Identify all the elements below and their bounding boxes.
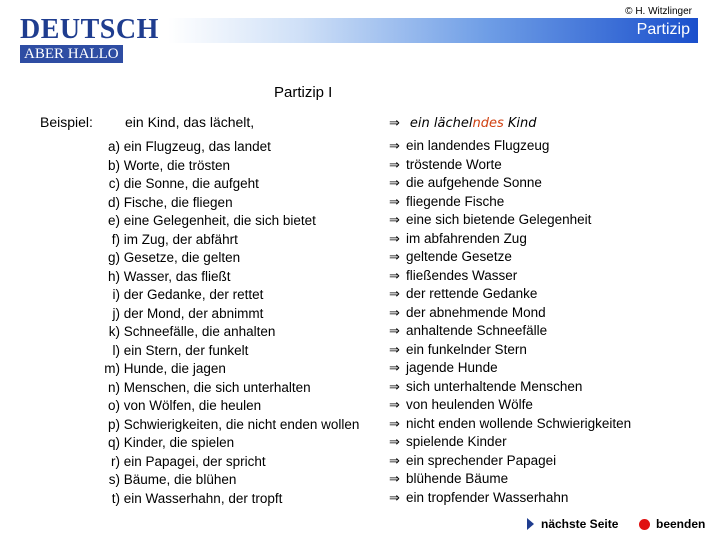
exercise-letter: b) [107, 157, 120, 173]
solution-item [389, 359, 709, 378]
exercise-letter: s) [108, 472, 120, 487]
solution-text: die aufgehende Sonne [406, 175, 542, 190]
solution-text: tröstende Worte [406, 156, 502, 172]
example-result-prefix: ein [409, 116, 434, 131]
exercise-text: Schneefälle, die anhalten [123, 324, 276, 339]
exercise-item [100, 212, 380, 231]
solution-text: nicht enden wollende Schwierigkeiten [406, 415, 632, 431]
exercise-letter: t) [111, 490, 120, 506]
exercise-text: Wasser, das fließt [123, 268, 231, 284]
implies-arrow-icon: ⇒ [389, 139, 400, 154]
solution-item [389, 285, 709, 304]
exercise-letter: n) [107, 379, 120, 395]
solution-item [389, 378, 709, 397]
exercise-text: Worte, die trösten [123, 157, 231, 173]
exercise-list [100, 138, 380, 508]
red-dot-icon [639, 519, 650, 530]
exercise-letter: o) [107, 398, 120, 413]
play-triangle-icon [527, 518, 534, 530]
solution-item [389, 304, 709, 323]
solution-item [389, 470, 709, 489]
exercise-text: die Sonne, die aufgeht [123, 176, 259, 191]
implies-arrow-icon: ⇒ [389, 490, 400, 506]
solution-item [389, 452, 709, 471]
exercise-letter: d) [107, 194, 120, 210]
implies-arrow-icon: ⇒ [389, 268, 400, 284]
example-result-adjective-ending: es [488, 116, 504, 131]
exercise-item [100, 157, 380, 176]
implies-arrow-icon: ⇒ [389, 324, 400, 339]
solution-text: eine sich bietende Gelegenheit [406, 212, 592, 227]
exercise-item [100, 342, 380, 361]
exercise-text: der Gedanke, der rettet [123, 287, 264, 302]
exercise-item [100, 194, 380, 213]
solution-item [389, 174, 709, 193]
exercise-item [100, 397, 380, 416]
solution-text: jagende Hunde [406, 360, 498, 375]
exercise-text: Hunde, die jagen [123, 361, 226, 376]
exercise-text: ein Papagei, der spricht [123, 453, 266, 469]
header-title: Partizip [636, 21, 690, 38]
implies-arrow-icon: ⇒ [389, 116, 400, 131]
solution-item [389, 211, 709, 230]
solution-text: ein sprechender Papagei [406, 452, 557, 468]
example-result-stem: lächel [433, 116, 473, 131]
implies-arrow-icon: ⇒ [389, 176, 400, 191]
exercise-text: Schwierigkeiten, die nicht enden wollen [123, 416, 360, 432]
next-page-label: nächste Seite [541, 517, 619, 531]
exercise-item [100, 249, 380, 268]
exercise-item [100, 175, 380, 194]
exercise-item [100, 453, 380, 472]
solution-text: der rettende Gedanke [406, 286, 538, 301]
implies-arrow-icon: ⇒ [389, 453, 400, 469]
header-bar [168, 18, 698, 43]
solution-text: der abnehmende Mond [406, 304, 546, 320]
implies-arrow-icon: ⇒ [389, 435, 400, 450]
solution-text: von heulenden Wölfe [406, 397, 533, 412]
exercise-item [100, 471, 380, 490]
implies-arrow-icon: ⇒ [389, 250, 400, 265]
example-result-suffix: Kind [503, 116, 537, 131]
solution-text: im abfahrenden Zug [406, 230, 527, 246]
solution-item [389, 322, 709, 341]
solution-text: fliegende Fische [406, 193, 505, 209]
example-result-participle-ending: nd [472, 116, 489, 131]
solution-text: ein landendes Flugzeug [406, 138, 550, 153]
implies-arrow-icon: ⇒ [389, 398, 400, 413]
solution-text: ein funkelnder Stern [406, 341, 527, 357]
quit-button[interactable] [639, 517, 705, 531]
logo [20, 16, 159, 63]
exercise-letter: q) [107, 435, 120, 450]
exercise-letter: a) [107, 139, 120, 154]
solution-text: fließendes Wasser [406, 267, 518, 283]
solution-item [389, 230, 709, 249]
exercise-text: ein Wasserhahn, der tropft [123, 490, 283, 506]
exercise-item [100, 490, 380, 509]
solution-text: anhaltende Schneefälle [406, 323, 548, 338]
exercise-item [100, 360, 380, 379]
implies-arrow-icon: ⇒ [389, 342, 400, 358]
solution-list [389, 137, 709, 507]
exercise-item [100, 323, 380, 342]
exercise-item [100, 231, 380, 250]
solution-item [389, 267, 709, 286]
exercise-text: ein Flugzeug, das landet [123, 139, 271, 154]
example-label: Beispiel: [40, 114, 93, 130]
solution-item [389, 341, 709, 360]
solution-item [389, 193, 709, 212]
exercise-letter: f) [111, 231, 120, 247]
exercise-text: Menschen, die sich unterhalten [123, 379, 311, 395]
exercise-text: Gesetze, die gelten [123, 250, 241, 265]
implies-arrow-icon: ⇒ [389, 194, 400, 210]
exercise-text: Bäume, die blühen [123, 472, 237, 487]
solution-item [389, 248, 709, 267]
exercise-letter: g) [107, 250, 120, 265]
copyright-notice: © H. Witzlinger [625, 6, 692, 17]
exercise-item [100, 268, 380, 287]
exercise-letter: p) [107, 416, 120, 432]
solution-item [389, 415, 709, 434]
implies-arrow-icon: ⇒ [389, 213, 400, 228]
example-result [389, 114, 537, 131]
exercise-item [100, 286, 380, 305]
solution-text: blühende Bäume [406, 471, 509, 486]
solution-item [389, 156, 709, 175]
quit-label: beenden [656, 517, 706, 531]
implies-arrow-icon: ⇒ [389, 305, 400, 321]
solution-text: ein tropfender Wasserhahn [406, 489, 569, 505]
exercise-text: ein Stern, der funkelt [123, 342, 249, 358]
exercise-text: Kinder, die spielen [123, 435, 235, 450]
solution-item [389, 396, 709, 415]
exercise-letter: l) [112, 342, 120, 358]
exercise-item [100, 416, 380, 435]
implies-arrow-icon: ⇒ [389, 361, 400, 376]
exercise-text: von Wölfen, die heulen [123, 398, 262, 413]
exercise-text: der Mond, der abnimmt [123, 305, 264, 321]
exercise-item [100, 379, 380, 398]
exercise-item [100, 305, 380, 324]
example-text: ein Kind, das lächelt, [125, 114, 255, 130]
exercise-letter: k) [108, 324, 120, 339]
solution-item [389, 433, 709, 452]
section-title: Partizip I [274, 84, 333, 101]
exercise-letter: e) [107, 213, 120, 228]
exercise-letter: m) [104, 361, 120, 376]
solution-text: sich unterhaltende Menschen [406, 378, 583, 394]
exercise-text: Fische, die fliegen [123, 194, 233, 210]
exercise-letter: i) [112, 287, 120, 302]
implies-arrow-icon: ⇒ [389, 416, 400, 432]
solution-text: geltende Gesetze [406, 249, 512, 264]
implies-arrow-icon: ⇒ [389, 231, 400, 247]
solution-item [389, 489, 709, 508]
next-page-button[interactable] [527, 517, 618, 531]
logo-title: DEUTSCH [20, 14, 159, 45]
implies-arrow-icon: ⇒ [389, 157, 400, 173]
exercise-letter: j) [112, 305, 120, 321]
implies-arrow-icon: ⇒ [389, 287, 400, 302]
exercise-text: im Zug, der abfährt [123, 231, 238, 247]
implies-arrow-icon: ⇒ [389, 472, 400, 487]
exercise-item [100, 434, 380, 453]
exercise-text: eine Gelegenheit, die sich bietet [123, 213, 316, 228]
solution-item [389, 137, 709, 156]
exercise-item [100, 138, 380, 157]
exercise-letter: h) [107, 268, 120, 284]
implies-arrow-icon: ⇒ [389, 379, 400, 395]
exercise-letter: r) [111, 453, 120, 469]
solution-text: spielende Kinder [406, 434, 507, 449]
exercise-letter: c) [108, 176, 120, 191]
logo-subtitle: ABER HALLO [20, 45, 123, 63]
